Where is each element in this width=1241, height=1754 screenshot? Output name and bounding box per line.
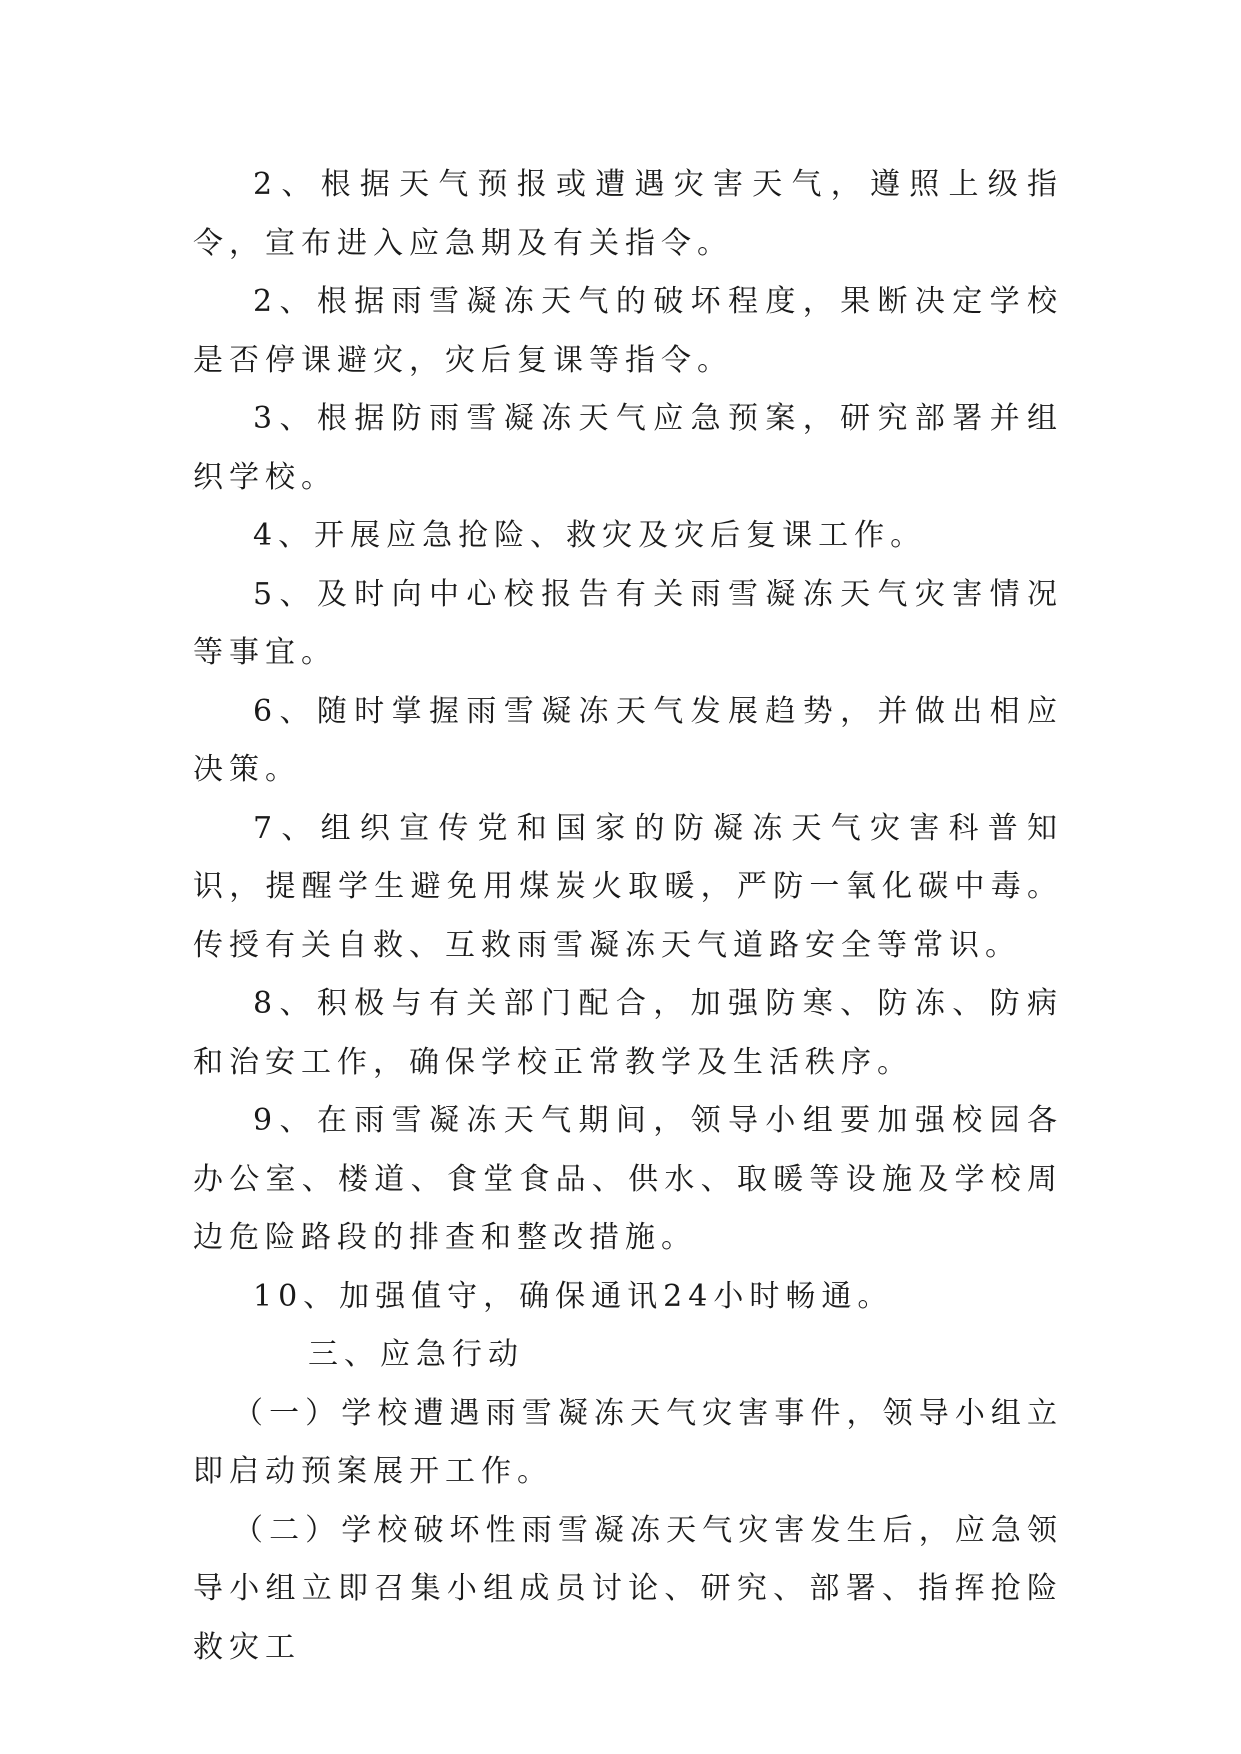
paragraph-item-10: 10、加强值守，确保通讯24小时畅通。: [253, 1278, 894, 1314]
paragraph-item-8: 8、积极与有关部门配合，加强防寒、防冻、防病和治安工作，确保学校正常教学及生活秩序。: [193, 986, 1063, 1080]
section-heading: 三、应急行动: [308, 1337, 524, 1372]
subsection-one: （一）学校遭遇雨雪凝冻天气灾害事件，领导小组立即启动预案展开工作。: [193, 1395, 1063, 1489]
paragraph-item-9: 9、在雨雪凝冻天气期间，领导小组要加强校园各办公室、楼道、食堂食品、供水、取暖等设施及学校周边危险路段的排查和整改措施。: [193, 1103, 1063, 1255]
subsection-two: （二）学校破坏性雨雪凝冻天气灾害发生后，应急领导小组立即召集小组成员讨论、研究、部署、指挥抢险救灾工: [193, 1512, 1063, 1665]
paragraph-item-6: 6、随时掌握雨雪凝冻天气发展趋势，并做出相应决策。: [193, 693, 1063, 787]
paragraph-item-3: 3、根据防雨雪凝冻天气应急预案，研究部署并组织学校。: [193, 401, 1063, 495]
paragraph-item-4: 4、开展应急抢险、救灾及灾后复课工作。: [253, 518, 927, 553]
paragraph-item-2-suspend: 2、根据雨雪凝冻天气的破坏程度，果断决定学校是否停课避灾，灾后复课等指令。: [193, 284, 1063, 378]
document-body: [193, 156, 1063, 1677]
paragraph-item-2-announce: 2、根据天气预报或遭遇灾害天气，遵照上级指令，宣布进入应急期及有关指令。: [193, 167, 1063, 261]
paragraph-item-5: 5、及时向中心校报告有关雨雪凝冻天气灾害情况等事宜。: [193, 576, 1063, 670]
paragraph-item-7: 7、组织宣传党和国家的防凝冻天气灾害科普知识，提醒学生避免用煤炭火取暖，严防一氧化碳中毒。传授有关自救、互救雨雪凝冻天气道路安全等常识。: [193, 810, 1063, 963]
